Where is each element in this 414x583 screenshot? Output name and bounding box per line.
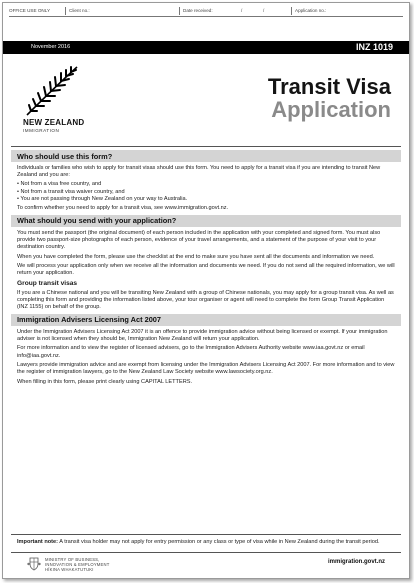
form-body bbox=[17, 150, 395, 389]
important-label: Important note: bbox=[17, 539, 59, 545]
paragraph: You must send the passport (the original document) of each person included in the application with your completed and signed form. You must also provide two passport-size photographs of each person, evidence of your travel arrangements, and a statement of the purpose of your visit to your destination country. bbox=[17, 229, 381, 250]
header-band bbox=[3, 41, 409, 54]
ministry-line: INNOVATION & EMPLOYMENT bbox=[45, 562, 110, 567]
form-number: INZ 1019 bbox=[355, 42, 393, 52]
important-note bbox=[17, 539, 395, 546]
office-use-label: OFFICE USE ONLY bbox=[9, 8, 51, 13]
date-received-label: Date received: bbox=[183, 8, 213, 13]
nz-coat-of-arms-icon bbox=[27, 556, 41, 571]
brand-subname: IMMIGRATION bbox=[23, 128, 60, 133]
client-no-label: Client no.: bbox=[69, 8, 90, 13]
paragraph: When you have completed the form, please use the checklist at the end to make sure you have sent all the documents and information we need. bbox=[17, 253, 375, 260]
silver-fern-logo-icon bbox=[23, 61, 81, 117]
bullet-list bbox=[17, 181, 395, 203]
form-date: November 2016 bbox=[31, 44, 71, 50]
ministry-line: HĪKINA WHAKATUTUKI bbox=[45, 567, 94, 572]
brand-name: NEW ZEALAND bbox=[23, 118, 85, 127]
list-item: • Not from a visa free country, and bbox=[17, 181, 102, 188]
list-item: • You are not passing through New Zealand on your way to Australia. bbox=[17, 195, 188, 202]
date-slash: / bbox=[241, 8, 243, 13]
form-page bbox=[2, 2, 410, 579]
footer bbox=[3, 552, 409, 579]
office-use-strip bbox=[9, 7, 403, 17]
ministry-name bbox=[45, 557, 109, 572]
header-divider bbox=[11, 146, 401, 147]
office-divider bbox=[291, 7, 292, 15]
important-divider-top bbox=[11, 534, 401, 535]
ministry-line: MINISTRY OF BUSINESS, bbox=[45, 557, 100, 562]
section-heading-who: Who should use this form? bbox=[11, 150, 401, 162]
paragraph: To confirm whether you need to apply for a transit visa, see www.immigration.govt.nz. bbox=[17, 205, 229, 212]
paragraph: Individuals or families who wish to apply for transit visas should use this form. You need to apply for a transit visa if you are intending to transit New Zealand and you are: bbox=[17, 164, 381, 178]
website-link[interactable]: immigration.govt.nz bbox=[328, 559, 385, 565]
paragraph: Under the Immigration Advisers Licensing Act 2007 it is an offence to provide immigration advice without being licensed or exempt. If your immigration adviser is not licensed when they should be, Immigration New Zealand will return your application. bbox=[17, 328, 388, 342]
form-subtitle: Application bbox=[271, 97, 391, 122]
section-heading-advisers: Immigration Advisers Licensing Act 2007 bbox=[11, 314, 401, 326]
subheading-group-transit: Group transit visas bbox=[17, 279, 78, 287]
important-text: A transit visa holder may not apply for entry permission or any class or type of visa while in New Zealand during the transit period. bbox=[58, 539, 380, 545]
section-heading-send: What should you send with your application? bbox=[11, 215, 401, 227]
form-title: Transit Visa bbox=[267, 74, 391, 99]
paragraph: We will process your application only when we receive all the information and documents we need. If you do not send all the required information, we will return your application. bbox=[17, 263, 395, 277]
paragraph: When filling in this form, please print clearly using CAPITAL LETTERS. bbox=[17, 378, 193, 385]
office-divider bbox=[179, 7, 180, 15]
paragraph: If you are a Chinese national and you will be transiting New Zealand with a group of Chinese nationals, you may apply for a group transit visa. As well as completing this form and providing the information listed above, your tour organiser or agent will need to complete the form Group Transit Application (INZ 1155) on behalf of the group. bbox=[17, 289, 394, 311]
paragraph: Lawyers provide immigration advice and are exempt from licensing under the Immigration Advisers Licensing Act 2007. For more information and to view the register of immigration lawyers, go to the New Zealand Law Society website www.lawsociety.org.nz. bbox=[17, 362, 395, 376]
application-no-label: Application no.: bbox=[295, 8, 327, 13]
paragraph: For more information and to view the register of licensed advisers, go to the Immigration Advisers Authority website www.iaa.govt.nz or email info@iaa.govt.nz. bbox=[17, 345, 365, 359]
list-item: • Not from a transit visa waiver country, and bbox=[17, 188, 125, 195]
office-divider bbox=[65, 7, 66, 15]
date-slash: / bbox=[263, 8, 265, 13]
